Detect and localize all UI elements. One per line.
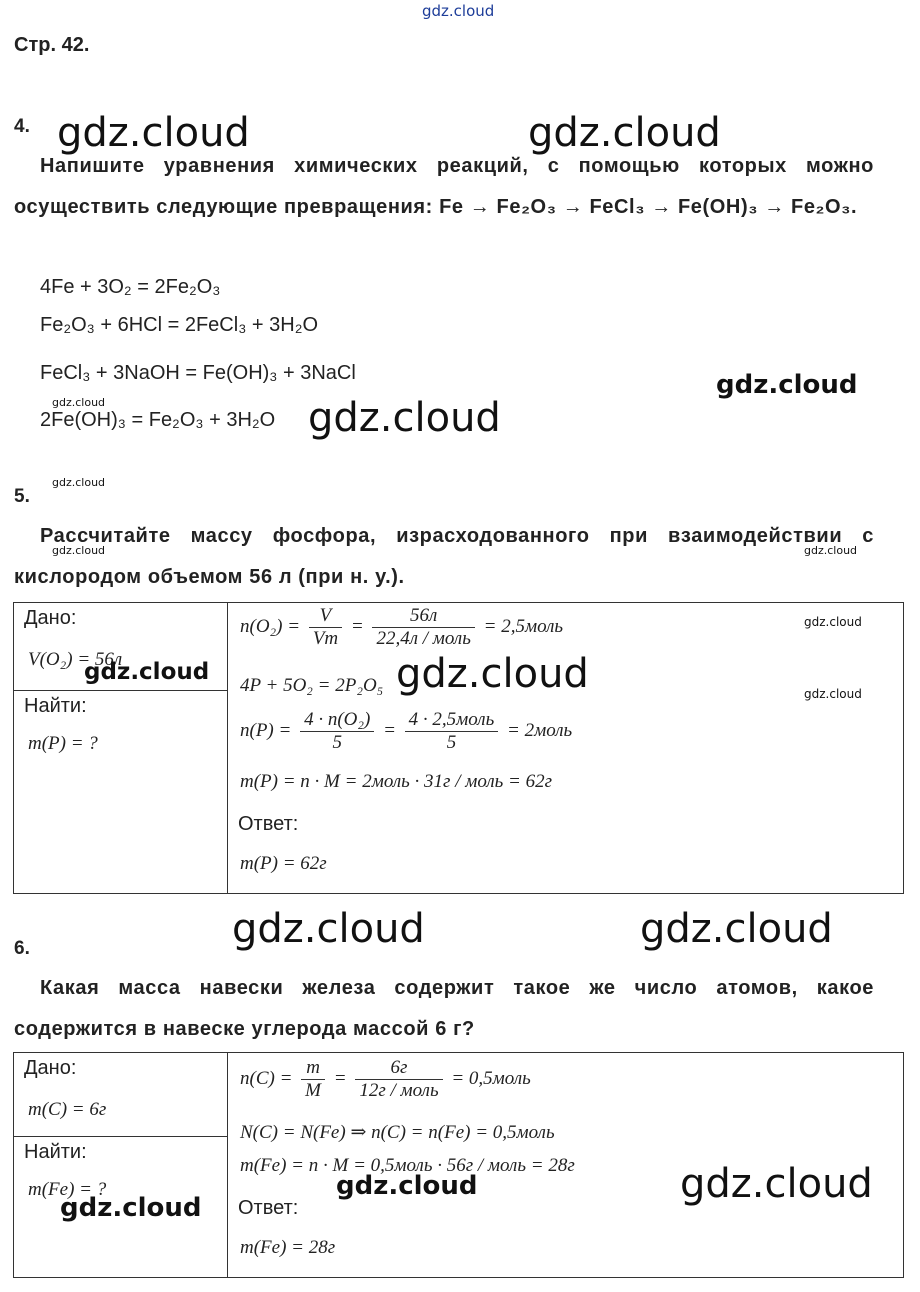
solution-line: m(P) = n · M = 2моль · 31г / моль = 62г bbox=[240, 771, 553, 792]
solution-line: n(C) = $\frac{m}{M}$ = $\frac{6г}{\text{12г / моль}}$ = 0,5моль bbox=[240, 1057, 531, 1101]
find-value: m(Fe) = ? bbox=[28, 1179, 107, 1200]
find-label: Найти: bbox=[24, 695, 87, 717]
watermark: gdz.cloud bbox=[60, 1193, 202, 1223]
solution-cell bbox=[228, 603, 904, 894]
task-text: Рассчитайте массу фосфора, израсходованного при взаимодействии с кислородом объемом 56 л (при н. у.). bbox=[14, 525, 874, 588]
find-cell bbox=[14, 691, 228, 894]
watermark: gdz.cloud bbox=[804, 687, 862, 701]
answer-value: m(P) = 62г bbox=[240, 853, 327, 874]
given-cell bbox=[14, 603, 228, 691]
find-value: m(P) = ? bbox=[28, 733, 98, 754]
find-label: Найти: bbox=[24, 1141, 87, 1163]
watermark: gdz.cloud bbox=[232, 906, 425, 952]
watermark: gdz.cloud bbox=[804, 544, 858, 557]
equation: Fe₂O₃ + 6HCl = 2FeCl₃ + 3H₂O bbox=[40, 314, 319, 336]
given-label: Дано: bbox=[24, 1057, 77, 1079]
task-number: 5. bbox=[14, 486, 30, 507]
task-text: Напишите уравнения химических реакций, с помощью которых можно осуществить следующие превращения: Fe → Fe₂O₃ → FeCl₃ → Fe(OH)₃ → Fe₂O₃. bbox=[14, 155, 874, 218]
watermark: gdz.cloud bbox=[57, 110, 250, 156]
watermark: gdz.cloud bbox=[52, 396, 106, 409]
reaction-line: 4P + 5O₂ = 2P₂O₅ bbox=[240, 675, 384, 696]
task-number: 4. bbox=[14, 116, 30, 137]
solution-line: N(C) = N(Fe) ⇒ n(C) = n(Fe) = 0,5моль bbox=[240, 1122, 555, 1143]
answer-label: Ответ: bbox=[238, 1197, 299, 1219]
given-value: V(O₂) = 56л bbox=[28, 649, 123, 670]
watermark: gdz.cloud bbox=[640, 906, 833, 952]
equation: FeCl₃ + 3NaOH = Fe(OH)₃ + 3NaCl bbox=[40, 362, 356, 384]
watermark: gdz.cloud bbox=[84, 659, 210, 685]
answer-label: Ответ: bbox=[238, 813, 299, 835]
given-value: m(C) = 6г bbox=[28, 1099, 107, 1120]
given-label: Дано: bbox=[24, 607, 77, 629]
watermark: gdz.cloud bbox=[680, 1161, 873, 1207]
watermark: gdz.cloud bbox=[308, 395, 501, 441]
watermark: gdz.cloud bbox=[336, 1171, 478, 1201]
answer-value: m(Fe) = 28г bbox=[240, 1237, 336, 1258]
watermark: gdz.cloud bbox=[396, 651, 589, 697]
watermark-top: gdz.cloud bbox=[422, 2, 495, 20]
page-label: Стр. 42. bbox=[14, 34, 90, 56]
watermark: gdz.cloud bbox=[52, 544, 106, 557]
watermark: gdz.cloud bbox=[804, 615, 862, 629]
solution-table bbox=[13, 602, 904, 894]
given-cell bbox=[14, 1053, 228, 1137]
equation: 2Fe(OH)₃ = Fe₂O₃ + 3H₂O bbox=[40, 409, 276, 431]
equation: 4Fe + 3O₂ = 2Fe₂O₃ bbox=[40, 276, 221, 298]
watermark: gdz.cloud bbox=[52, 476, 106, 489]
solution-line: m(Fe) = n · M = 0,5моль · 56г / моль = 28г bbox=[240, 1155, 575, 1176]
find-cell bbox=[14, 1137, 228, 1278]
watermark: gdz.cloud bbox=[716, 370, 858, 400]
task-number: 6. bbox=[14, 938, 30, 959]
solution-line: n(O₂) = $\frac{V}{Vm}$ = $\frac{56л}{\text{22,4л / моль}}$ = 2,5моль bbox=[240, 605, 564, 649]
solution-cell bbox=[228, 1053, 904, 1278]
solution-table bbox=[13, 1052, 904, 1278]
watermark: gdz.cloud bbox=[528, 110, 721, 156]
task-text: Какая масса навески железа содержит такое же число атомов, какое содержится в навеске углерода массой 6 г? bbox=[14, 977, 874, 1040]
solution-line: n(P) = $\frac{\text{4 · n(O₂)}}{5}$ = $\frac{\text{4 · 2,5моль}}{5}$ = 2моль bbox=[240, 709, 573, 753]
